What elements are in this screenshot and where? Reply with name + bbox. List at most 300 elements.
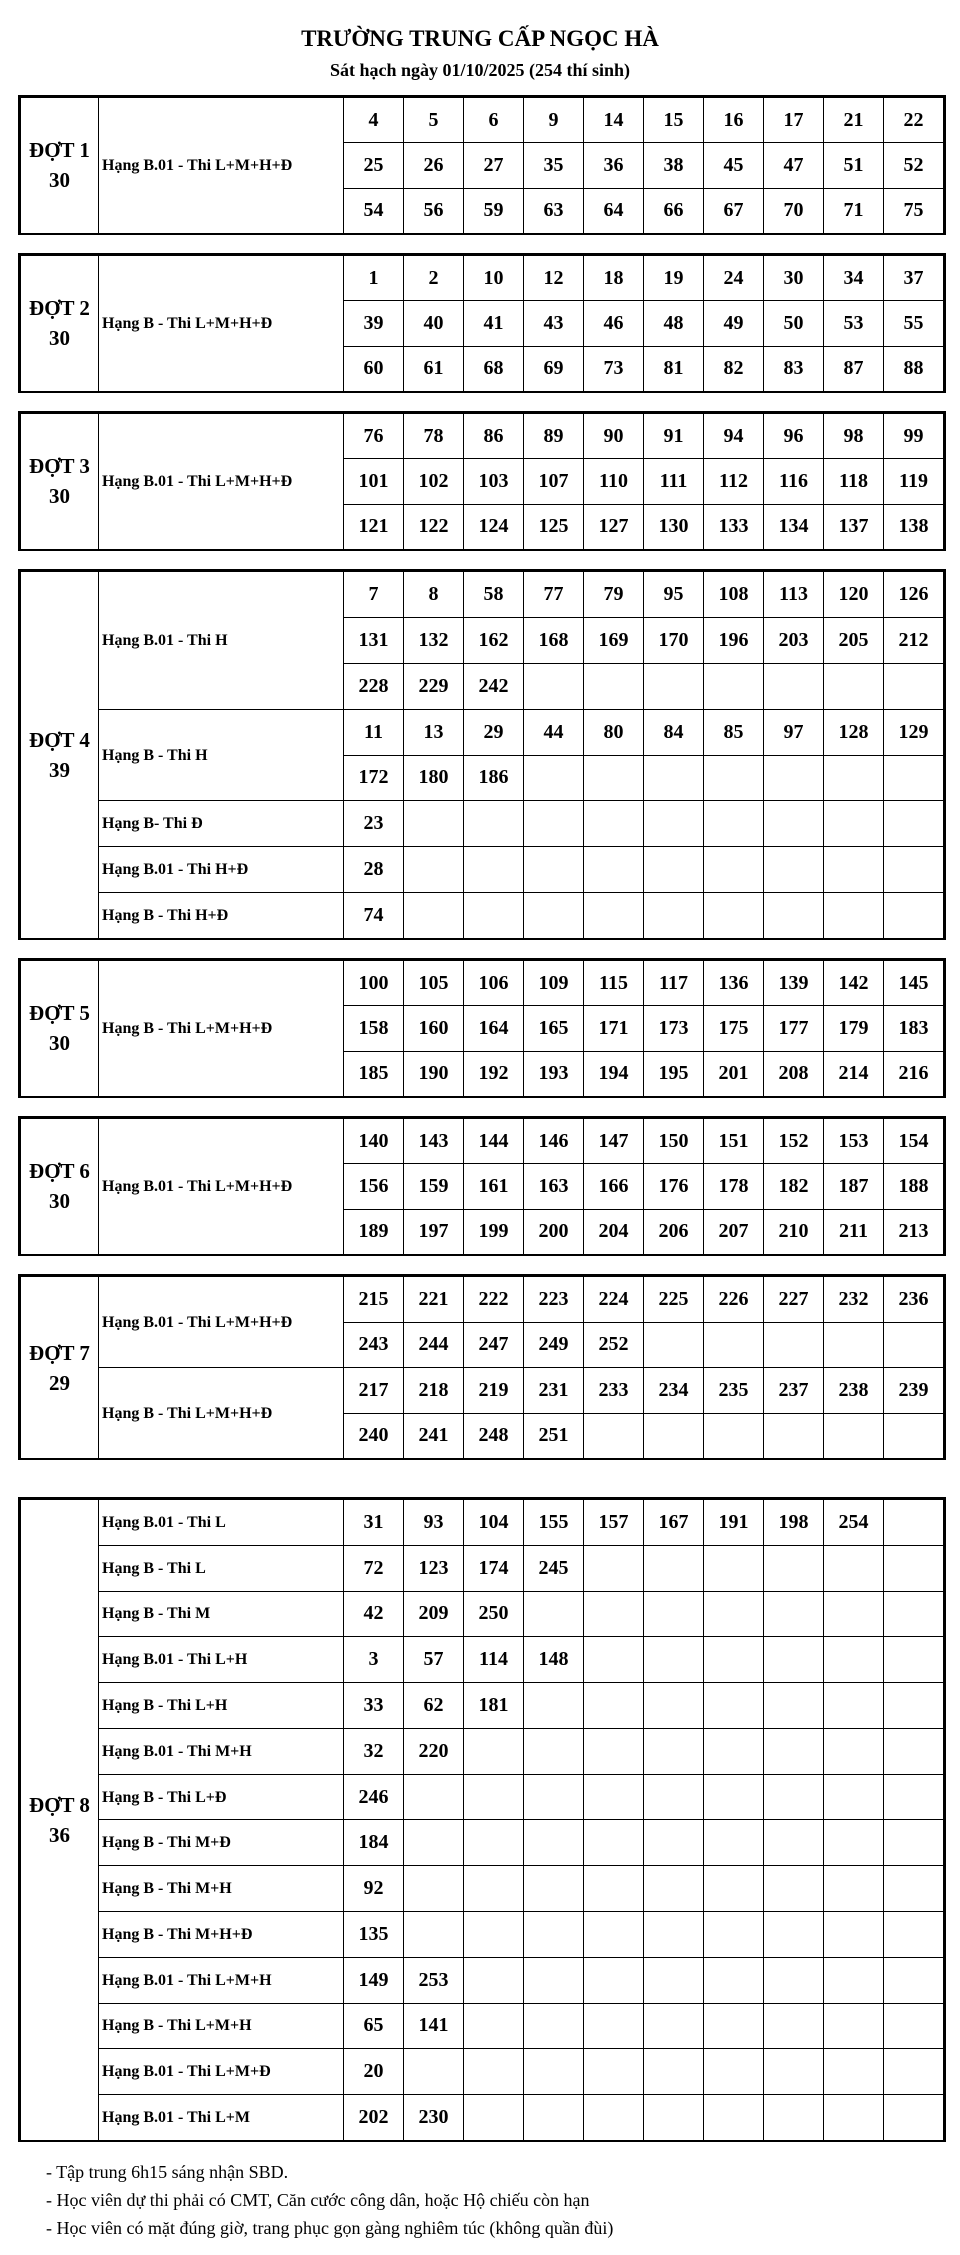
empty-cell	[824, 1866, 884, 1912]
candidate-number: 13	[404, 709, 464, 755]
table-row	[21, 893, 944, 939]
empty-cell	[704, 1637, 764, 1683]
candidate-number: 71	[824, 188, 884, 233]
empty-cell	[464, 2049, 524, 2095]
candidate-number: 28	[344, 847, 404, 893]
candidate-number: 231	[524, 1368, 584, 1414]
note-line: - Học viên có mặt đúng giờ, trang phục gọn gàng nghiêm túc (không quần đùi)	[46, 2218, 614, 2238]
candidate-number: 145	[884, 961, 944, 1006]
notes	[46, 2158, 613, 2242]
candidate-number: 47	[764, 143, 824, 188]
candidate-number: 243	[344, 1322, 404, 1368]
empty-cell	[584, 1820, 644, 1866]
empty-cell	[824, 1591, 884, 1637]
candidate-number: 74	[344, 893, 404, 939]
candidate-number: 246	[344, 1774, 404, 1820]
candidate-number: 210	[764, 1209, 824, 1254]
empty-cell	[584, 2049, 644, 2095]
candidate-number: 50	[764, 301, 824, 346]
batch-label	[21, 98, 99, 234]
candidate-number: 21	[824, 98, 884, 143]
table-row	[21, 2003, 944, 2049]
table-row	[21, 98, 944, 143]
candidate-number: 151	[704, 1119, 764, 1164]
batch-name: ĐỢT 2	[29, 296, 90, 321]
empty-cell	[884, 2049, 944, 2095]
candidate-number: 215	[344, 1277, 404, 1323]
batch-label	[21, 1119, 99, 1255]
candidate-number: 158	[344, 1006, 404, 1051]
batch-count: 30	[49, 326, 70, 351]
candidate-number: 232	[824, 1277, 884, 1323]
batch-count: 30	[49, 1189, 70, 1214]
candidate-number: 24	[704, 256, 764, 301]
empty-cell	[824, 2003, 884, 2049]
candidate-number: 226	[704, 1277, 764, 1323]
candidate-number: 191	[704, 1500, 764, 1546]
category-label: Hạng B - Thi M	[99, 1591, 344, 1637]
empty-cell	[524, 1957, 584, 2003]
candidate-number: 116	[764, 459, 824, 504]
table-row	[21, 1912, 944, 1958]
candidate-number: 141	[404, 2003, 464, 2049]
empty-cell	[404, 1774, 464, 1820]
batch-name: ĐỢT 6	[29, 1159, 90, 1184]
category-label: Hạng B.01 - Thi L+M+H+Đ	[99, 1119, 344, 1255]
table-row	[21, 1957, 944, 2003]
candidate-number: 32	[344, 1728, 404, 1774]
candidate-number: 11	[344, 709, 404, 755]
empty-cell	[764, 1820, 824, 1866]
empty-cell	[884, 847, 944, 893]
candidate-number: 242	[464, 663, 524, 709]
batch-table	[20, 413, 944, 550]
candidate-number: 142	[824, 961, 884, 1006]
candidate-number: 16	[704, 98, 764, 143]
empty-cell	[644, 2003, 704, 2049]
empty-cell	[824, 1322, 884, 1368]
candidate-number: 217	[344, 1368, 404, 1414]
empty-cell	[584, 893, 644, 939]
category-label: Hạng B.01 - Thi L+M	[99, 2095, 344, 2141]
candidate-number: 241	[404, 1413, 464, 1459]
candidate-number: 201	[704, 1051, 764, 1096]
candidate-number: 196	[704, 617, 764, 663]
batch-block	[18, 253, 946, 393]
candidate-number: 244	[404, 1322, 464, 1368]
empty-cell	[824, 1413, 884, 1459]
candidate-number: 209	[404, 1591, 464, 1637]
candidate-number: 247	[464, 1322, 524, 1368]
candidate-number: 80	[584, 709, 644, 755]
empty-cell	[824, 1957, 884, 2003]
candidate-number: 146	[524, 1119, 584, 1164]
empty-cell	[704, 1912, 764, 1958]
empty-cell	[584, 2003, 644, 2049]
category-label: Hạng B - Thi L+M+H+Đ	[99, 256, 344, 392]
candidate-number: 143	[404, 1119, 464, 1164]
candidate-number: 60	[344, 346, 404, 391]
candidate-number: 129	[884, 709, 944, 755]
candidate-number: 234	[644, 1368, 704, 1414]
candidate-number: 49	[704, 301, 764, 346]
candidate-number: 89	[524, 414, 584, 459]
candidate-number: 223	[524, 1277, 584, 1323]
candidate-number: 105	[404, 961, 464, 1006]
empty-cell	[404, 1866, 464, 1912]
candidate-number: 34	[824, 256, 884, 301]
candidate-number: 39	[344, 301, 404, 346]
candidate-number: 62	[404, 1683, 464, 1729]
candidate-number: 35	[524, 143, 584, 188]
empty-cell	[824, 801, 884, 847]
candidate-number: 195	[644, 1051, 704, 1096]
empty-cell	[704, 755, 764, 801]
empty-cell	[644, 1774, 704, 1820]
empty-cell	[464, 2003, 524, 2049]
table-row	[21, 2049, 944, 2095]
empty-cell	[584, 847, 644, 893]
table-row	[21, 1277, 944, 1323]
candidate-number: 157	[584, 1500, 644, 1546]
empty-cell	[584, 1683, 644, 1729]
candidate-number: 204	[584, 1209, 644, 1254]
empty-cell	[824, 2095, 884, 2141]
category-label: Hạng B.01 - Thi L+M+H+Đ	[99, 1277, 344, 1368]
candidate-number: 161	[464, 1164, 524, 1209]
candidate-number: 229	[404, 663, 464, 709]
empty-cell	[404, 1820, 464, 1866]
category-label: Hạng B.01 - Thi H	[99, 572, 344, 710]
batch-name: ĐỢT 4	[29, 728, 90, 752]
candidate-number: 202	[344, 2095, 404, 2141]
candidate-number: 55	[884, 301, 944, 346]
candidate-number: 186	[464, 755, 524, 801]
empty-cell	[464, 847, 524, 893]
batch-table	[20, 571, 944, 939]
candidate-number: 31	[344, 1500, 404, 1546]
batch-block	[18, 569, 946, 940]
batch-label	[21, 1500, 99, 2141]
empty-cell	[644, 1866, 704, 1912]
candidate-number: 172	[344, 755, 404, 801]
empty-cell	[764, 1322, 824, 1368]
empty-cell	[524, 893, 584, 939]
empty-cell	[464, 1820, 524, 1866]
candidate-number: 251	[524, 1413, 584, 1459]
candidate-number: 94	[704, 414, 764, 459]
table-row	[21, 801, 944, 847]
empty-cell	[644, 1322, 704, 1368]
empty-cell	[644, 1957, 704, 2003]
candidate-number: 104	[464, 1500, 524, 1546]
candidate-number: 64	[584, 188, 644, 233]
candidate-number: 53	[824, 301, 884, 346]
candidate-number: 4	[344, 98, 404, 143]
candidate-number: 119	[884, 459, 944, 504]
empty-cell	[644, 847, 704, 893]
empty-cell	[884, 1545, 944, 1591]
empty-cell	[764, 2003, 824, 2049]
candidate-number: 84	[644, 709, 704, 755]
table-row	[21, 709, 944, 755]
batch-block	[18, 1497, 946, 2142]
empty-cell	[404, 801, 464, 847]
candidate-number: 3	[344, 1637, 404, 1683]
empty-cell	[764, 2095, 824, 2141]
candidate-number: 230	[404, 2095, 464, 2141]
candidate-number: 117	[644, 961, 704, 1006]
candidate-number: 213	[884, 1209, 944, 1254]
table-row	[21, 414, 944, 459]
candidate-number: 1	[344, 256, 404, 301]
empty-cell	[704, 1591, 764, 1637]
empty-cell	[824, 1820, 884, 1866]
empty-cell	[584, 2095, 644, 2141]
candidate-number: 75	[884, 188, 944, 233]
candidate-number: 17	[764, 98, 824, 143]
empty-cell	[824, 847, 884, 893]
empty-cell	[644, 893, 704, 939]
candidate-number: 180	[404, 755, 464, 801]
empty-cell	[764, 847, 824, 893]
empty-cell	[824, 755, 884, 801]
batch-label	[21, 572, 99, 939]
table-row	[21, 1368, 944, 1414]
note-line: - Học viên dự thi phải có CMT, Căn cước công dân, hoặc Hộ chiếu còn hạn	[46, 2190, 590, 2210]
candidate-number: 82	[704, 346, 764, 391]
empty-cell	[824, 893, 884, 939]
category-label: Hạng B - Thi L+H	[99, 1683, 344, 1729]
candidate-number: 175	[704, 1006, 764, 1051]
candidate-number: 54	[344, 188, 404, 233]
candidate-number: 5	[404, 98, 464, 143]
batch-count: 36	[49, 1822, 70, 1847]
candidate-number: 233	[584, 1368, 644, 1414]
candidate-number: 169	[584, 617, 644, 663]
empty-cell	[524, 1728, 584, 1774]
candidate-number: 162	[464, 617, 524, 663]
candidate-number: 36	[584, 143, 644, 188]
empty-cell	[884, 2003, 944, 2049]
candidate-number: 208	[764, 1051, 824, 1096]
empty-cell	[764, 1637, 824, 1683]
empty-cell	[464, 1866, 524, 1912]
empty-cell	[884, 1683, 944, 1729]
candidate-number: 174	[464, 1545, 524, 1591]
table-row	[21, 1866, 944, 1912]
candidate-number: 155	[524, 1500, 584, 1546]
empty-cell	[644, 1683, 704, 1729]
empty-cell	[824, 2049, 884, 2095]
candidate-number: 18	[584, 256, 644, 301]
empty-cell	[464, 1728, 524, 1774]
candidate-number: 97	[764, 709, 824, 755]
candidate-number: 164	[464, 1006, 524, 1051]
category-label: Hạng B - Thi L+M+H+Đ	[99, 1368, 344, 1459]
candidate-number: 115	[584, 961, 644, 1006]
batch-block	[18, 1274, 946, 1460]
category-label: Hạng B - Thi M+Đ	[99, 1820, 344, 1866]
empty-cell	[764, 1957, 824, 2003]
candidate-number: 183	[884, 1006, 944, 1051]
batch-table	[20, 1499, 944, 2141]
empty-cell	[404, 1912, 464, 1958]
page-subtitle: Sát hạch ngày 01/10/2025 (254 thí sinh)	[329, 60, 631, 80]
empty-cell	[884, 1866, 944, 1912]
empty-cell	[644, 1591, 704, 1637]
candidate-number: 133	[704, 504, 764, 549]
batch-table	[20, 1276, 944, 1459]
candidate-number: 176	[644, 1164, 704, 1209]
empty-cell	[704, 1774, 764, 1820]
candidate-number: 214	[824, 1051, 884, 1096]
empty-cell	[644, 755, 704, 801]
empty-cell	[764, 801, 824, 847]
category-label: Hạng B.01 - Thi L	[99, 1500, 344, 1546]
candidate-number: 72	[344, 1545, 404, 1591]
candidate-number: 170	[644, 617, 704, 663]
candidate-number: 107	[524, 459, 584, 504]
candidate-number: 159	[404, 1164, 464, 1209]
candidate-number: 10	[464, 256, 524, 301]
candidate-number: 109	[524, 961, 584, 1006]
empty-cell	[704, 663, 764, 709]
empty-cell	[824, 663, 884, 709]
batch-label	[21, 1277, 99, 1459]
empty-cell	[704, 1728, 764, 1774]
empty-cell	[764, 1545, 824, 1591]
candidate-number: 197	[404, 1209, 464, 1254]
empty-cell	[764, 1912, 824, 1958]
candidate-number: 248	[464, 1413, 524, 1459]
empty-cell	[884, 1591, 944, 1637]
candidate-number: 93	[404, 1500, 464, 1546]
candidate-number: 165	[524, 1006, 584, 1051]
candidate-number: 218	[404, 1368, 464, 1414]
candidate-number: 138	[884, 504, 944, 549]
category-label: Hạng B.01 - Thi L+M+Đ	[99, 2049, 344, 2095]
candidate-number: 199	[464, 1209, 524, 1254]
candidate-number: 14	[584, 98, 644, 143]
candidate-number: 70	[764, 188, 824, 233]
candidate-number: 33	[344, 1683, 404, 1729]
empty-cell	[704, 1413, 764, 1459]
empty-cell	[764, 755, 824, 801]
candidate-number: 23	[344, 801, 404, 847]
batch-table	[20, 960, 944, 1097]
page-header	[0, 22, 960, 84]
empty-cell	[704, 1957, 764, 2003]
candidate-number: 167	[644, 1500, 704, 1546]
empty-cell	[404, 893, 464, 939]
empty-cell	[884, 1637, 944, 1683]
empty-cell	[644, 663, 704, 709]
candidate-number: 91	[644, 414, 704, 459]
candidate-number: 25	[344, 143, 404, 188]
candidate-number: 245	[524, 1545, 584, 1591]
candidate-number: 252	[584, 1322, 644, 1368]
candidate-number: 118	[824, 459, 884, 504]
candidate-number: 221	[404, 1277, 464, 1323]
candidate-number: 125	[524, 504, 584, 549]
candidate-number: 101	[344, 459, 404, 504]
table-row	[21, 2095, 944, 2141]
empty-cell	[524, 1912, 584, 1958]
candidate-number: 240	[344, 1413, 404, 1459]
empty-cell	[764, 893, 824, 939]
candidate-number: 81	[644, 346, 704, 391]
empty-cell	[764, 2049, 824, 2095]
candidate-number: 198	[764, 1500, 824, 1546]
candidate-number: 126	[884, 572, 944, 618]
empty-cell	[584, 1957, 644, 2003]
candidate-number: 87	[824, 346, 884, 391]
category-label: Hạng B.01 - Thi L+M+H+Đ	[99, 414, 344, 550]
table-row	[21, 1545, 944, 1591]
candidate-number: 192	[464, 1051, 524, 1096]
candidate-number: 113	[764, 572, 824, 618]
batch-count: 30	[49, 168, 70, 193]
candidate-number: 8	[404, 572, 464, 618]
empty-cell	[704, 893, 764, 939]
table-row	[21, 1637, 944, 1683]
empty-cell	[584, 1591, 644, 1637]
candidate-number: 137	[824, 504, 884, 549]
empty-cell	[884, 1322, 944, 1368]
table-row	[21, 1774, 944, 1820]
candidate-number: 57	[404, 1637, 464, 1683]
empty-cell	[584, 1912, 644, 1958]
category-label: Hạng B - Thi H	[99, 709, 344, 801]
empty-cell	[824, 1683, 884, 1729]
candidate-number: 69	[524, 346, 584, 391]
batch-block	[18, 1116, 946, 1256]
empty-cell	[764, 1683, 824, 1729]
empty-cell	[764, 663, 824, 709]
batch-table	[20, 97, 944, 234]
candidate-number: 166	[584, 1164, 644, 1209]
candidate-number: 228	[344, 663, 404, 709]
empty-cell	[884, 1413, 944, 1459]
candidate-number: 236	[884, 1277, 944, 1323]
candidate-number: 22	[884, 98, 944, 143]
candidate-number: 136	[704, 961, 764, 1006]
table-row	[21, 1119, 944, 1164]
category-label: Hạng B.01 - Thi L+M+H	[99, 1957, 344, 2003]
candidate-number: 106	[464, 961, 524, 1006]
empty-cell	[764, 1866, 824, 1912]
candidate-number: 134	[764, 504, 824, 549]
candidate-number: 239	[884, 1368, 944, 1414]
candidate-number: 193	[524, 1051, 584, 1096]
candidate-number: 68	[464, 346, 524, 391]
empty-cell	[704, 847, 764, 893]
candidate-number: 216	[884, 1051, 944, 1096]
candidate-number: 27	[464, 143, 524, 188]
candidate-number: 179	[824, 1006, 884, 1051]
candidate-number: 150	[644, 1119, 704, 1164]
candidate-number: 148	[524, 1637, 584, 1683]
candidate-number: 56	[404, 188, 464, 233]
empty-cell	[704, 1820, 764, 1866]
empty-cell	[464, 2095, 524, 2141]
category-label: Hạng B.01 - Thi L+H	[99, 1637, 344, 1683]
candidate-number: 108	[704, 572, 764, 618]
batch-label	[21, 961, 99, 1097]
empty-cell	[644, 2049, 704, 2095]
category-label: Hạng B - Thi M+H+Đ	[99, 1912, 344, 1958]
